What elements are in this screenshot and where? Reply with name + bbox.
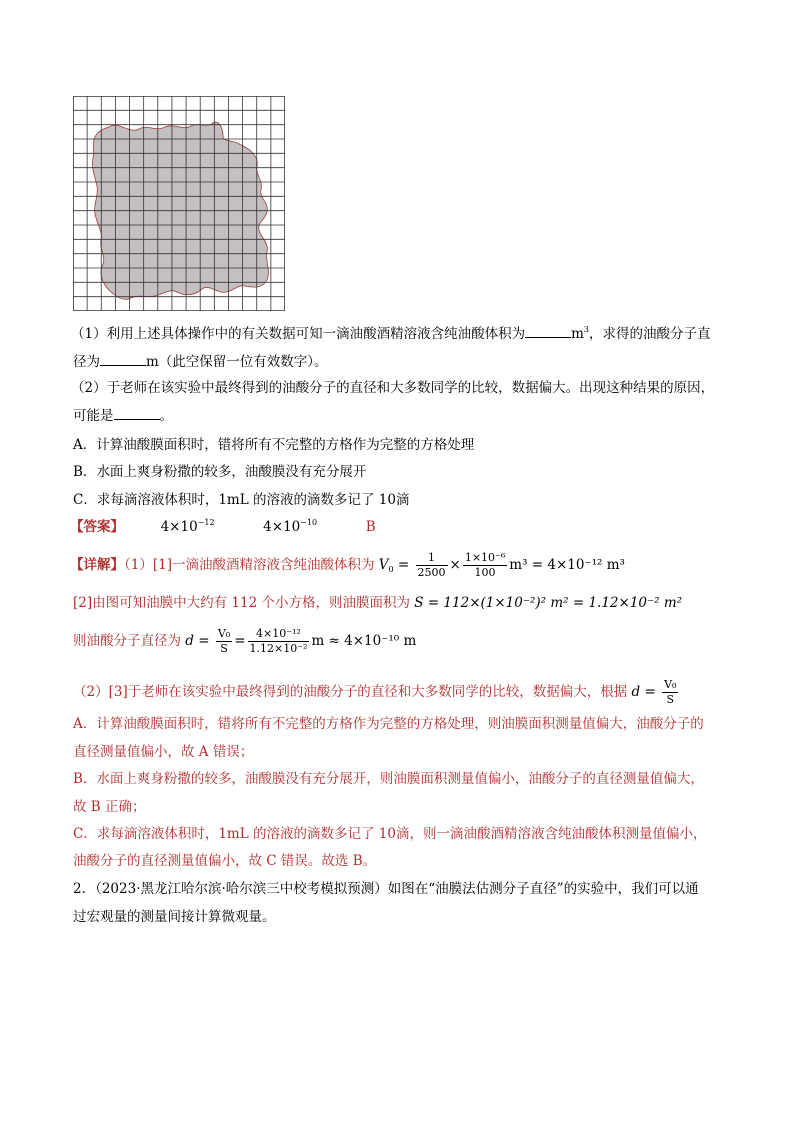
answer-value-1 (161, 519, 215, 535)
option-a: A．计算油酸膜面积时，错将所有不完整的方格作为完整的方格处理 (73, 437, 475, 453)
answer-blank-1 (525, 325, 571, 338)
detail-step-4-formula (631, 678, 681, 706)
var-v: V (378, 557, 389, 573)
answer-blank-3 (114, 407, 160, 420)
question-1-text-cont: ，求得的油酸分子直 (589, 326, 711, 342)
answer-value-2-exp: −10 (300, 518, 318, 527)
detail-step-1-formula: $V_0$ = $\frac{1}{2500}$ × $\frac{\text{1×10⁻⁶}}{100}$ m³ = 4×10⁻¹² m³ (378, 551, 625, 579)
detail-step-2-text: [2]由图可知油膜中大约有 112 个小方格，则油膜面积为 (73, 595, 410, 611)
fraction-5-num: V₀ (664, 678, 677, 691)
oil-film-svg (73, 96, 285, 311)
answer-value-2 (263, 519, 317, 535)
fraction-1-den: 2500 (417, 566, 446, 579)
answer-value-1-exp: −12 (197, 518, 215, 527)
answer-value-3: B (365, 519, 376, 535)
answer-blank-2 (100, 353, 146, 366)
detail-step-1-text: （1）[1]一滴油酸酒精溶液含纯油酸体积为 (124, 557, 375, 573)
detail-step-2 (73, 591, 794, 611)
answer-value-1-base: 4×10 (160, 519, 198, 535)
formula-lhs-d: d = (185, 633, 210, 649)
detail-step-4 (73, 678, 794, 707)
question-1-text-d: m（此空保留一位有效数字）。 (146, 354, 328, 370)
oil-film-grid-figure (73, 96, 285, 311)
option-c: C．求每滴溶液体积时，1mL 的溶液的滴数多记了 10滴 (73, 492, 410, 508)
question-2-line-2 (73, 404, 794, 424)
detail-step-3-text: 则油酸分子直径为 (73, 633, 181, 649)
fraction-4-num: 4×10⁻¹² (248, 627, 310, 642)
detail-step-2-formula: S = 112×(1×10⁻²)² m² = 1.12×10⁻² m² (414, 595, 683, 611)
unit-m: m (571, 326, 584, 342)
question-2-line-1 (71, 376, 794, 396)
fraction-3-num: V₀ (217, 627, 231, 640)
detail-step-3 (73, 627, 794, 656)
fraction-2 (463, 551, 507, 580)
question-1-text-c: 径为 (73, 354, 100, 370)
detail-step-1-result: m³ = 4×10⁻¹² m³ (509, 557, 625, 573)
answer-value-2-base: 4×10 (263, 519, 301, 535)
detail-tag: 【详解】 (70, 557, 124, 573)
answer-tag: 【答案】 (70, 519, 124, 535)
question-2-text-c: 。 (159, 408, 173, 424)
detail-a-line-1: A．计算油酸膜面积时，错将所有不完整的方格作为完整的方格处理，则油膜面积测量值偏大，油酸分子的 (73, 716, 704, 732)
detail-b-line-1: B．水面上爽身粉撒的较多，油酸膜没有充分展开，则油膜面积测量值偏小，油酸分子的直径测量值偏大， (73, 771, 704, 787)
fraction-3 (216, 627, 232, 656)
question-1-line-2 (73, 350, 794, 370)
question-2-text-b: 可能是 (73, 408, 114, 424)
formula-lhs-d-2: d = (631, 684, 656, 700)
fraction-5 (662, 678, 678, 707)
unit-exponent: 3 (583, 325, 589, 334)
detail-step-3-result: m ≈ 4×10⁻¹⁰ m (311, 633, 417, 649)
fraction-1-num: 1 (416, 551, 448, 566)
fraction-1 (416, 551, 448, 580)
detail-step-3-formula: d = $\frac{\text{V₀}}{S}$ = $\frac{\text{4×10⁻¹²}}{\text{1.12×10⁻²}}$ m ≈ 4×10⁻¹⁰ m (185, 627, 417, 655)
detail-step-4-text: （2）[3]于老师在该实验中最终得到的油酸分子的直径和大多数同学的比较，数据偏大，根据 (73, 684, 628, 700)
answer-line (70, 515, 794, 535)
next-question-line-2: 过宏观量的测量间接计算微观量。 (73, 909, 276, 925)
question-1-text: （1）利用上述具体操作中的有关数据可知一滴油酸酒精溶液含纯油酸体积为 (71, 326, 526, 342)
question-1-line-1 (71, 322, 794, 342)
fraction-5-den: S (666, 693, 675, 706)
fraction-4-den: 1.12×10⁻² (249, 642, 308, 655)
detail-step-1 (70, 551, 794, 580)
var-v-sub: 0 (388, 565, 394, 574)
next-question-line-1: 2．（2023·黑龙江哈尔滨·哈尔滨三中校考模拟预测）如图在“油膜法估测分子直径”的实验中，我们可以通 (73, 881, 699, 897)
detail-b-line-2: 故 B 正确； (73, 799, 146, 815)
fraction-2-num: 1×10⁻⁶ (464, 551, 506, 564)
detail-c-line-1: C．求每滴溶液体积时，1mL 的溶液的滴数多记了 10滴，则一滴油酸酒精溶液含纯油酸体积测量值偏小， (73, 826, 707, 842)
detail-c-line-2: 油酸分子的直径测量值偏小，故 C 错误。故选 B。 (73, 853, 377, 869)
detail-a-line-2: 直径测量值偏小，故 A 错误； (73, 744, 254, 760)
option-b: B．水面上爽身粉撒的较多，油酸膜没有充分展开 (73, 464, 367, 480)
fraction-3-den: S (220, 642, 228, 655)
fraction-4 (248, 627, 310, 656)
question-2-text: （2）于老师在该实验中最终得到的油酸分子的直径和大多数同学的比较，数据偏大。出现这种结果的原因， (71, 380, 715, 396)
fraction-2-den: 100 (474, 566, 496, 579)
